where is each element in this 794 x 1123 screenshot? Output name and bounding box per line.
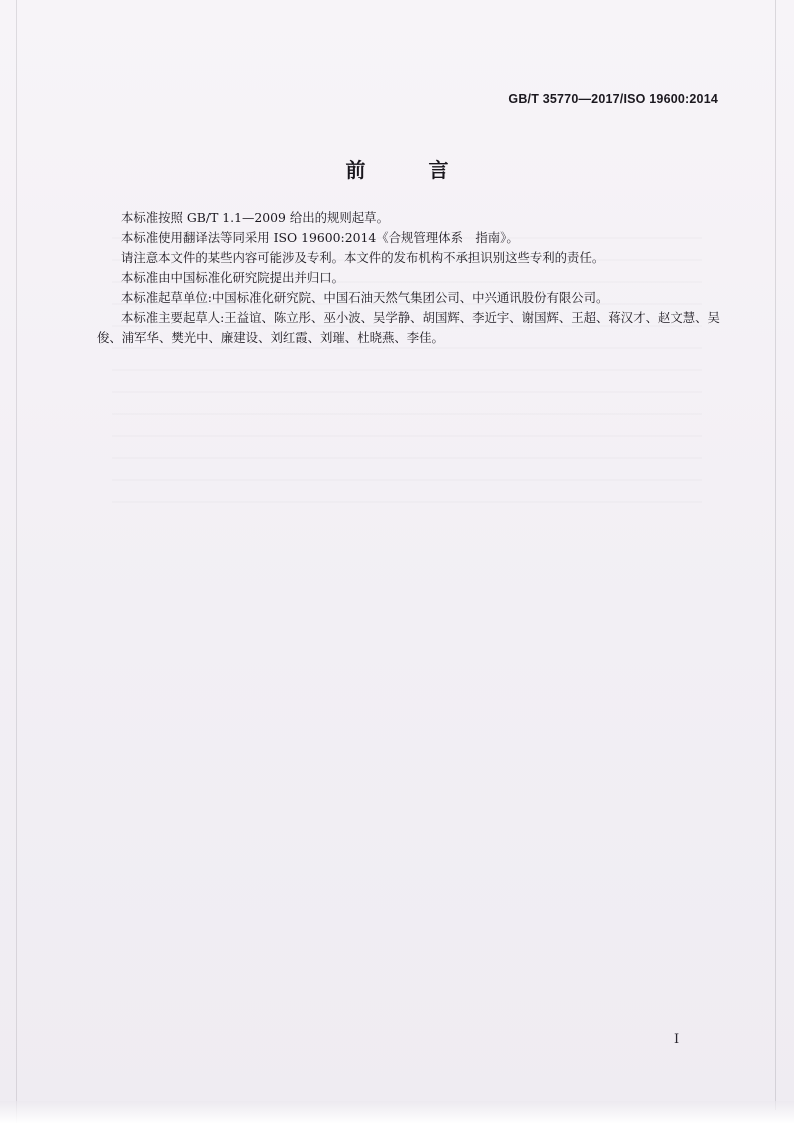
paragraph-translation-method: 本标准使用翻译法等同采用 ISO 19600:2014《合规管理体系 指南》。	[121, 230, 519, 245]
standard-code: GB/T 35770—2017/ISO 19600:2014	[508, 92, 718, 106]
paragraph-drafting-rules: 本标准按照 GB/T 1.1—2009 给出的规则起草。	[121, 210, 389, 225]
paragraph-patent-notice: 请注意本文件的某些内容可能涉及专利。本文件的发布机构不承担识别这些专利的责任。	[121, 250, 605, 265]
paragraph-drafting-units: 本标准起草单位:中国标准化研究院、中国石油天然气集团公司、中兴通讯股份有限公司。	[121, 290, 609, 305]
paragraph-proposer: 本标准由中国标准化研究院提出并归口。	[121, 270, 345, 285]
scan-bottom-edge	[0, 1101, 794, 1123]
page-title: 前 言	[345, 158, 477, 182]
page-number: I	[674, 1032, 680, 1047]
foreword-body	[97, 208, 721, 348]
paragraph-drafters: 本标准主要起草人:王益谊、陈立彤、巫小波、吴学静、胡国辉、李近宇、谢国辉、王超、蒋汉才、赵文慧、吴俊、浦军华、樊光中、廉建设、刘红霞、刘璀、杜晓燕、李佳。	[97, 310, 720, 345]
